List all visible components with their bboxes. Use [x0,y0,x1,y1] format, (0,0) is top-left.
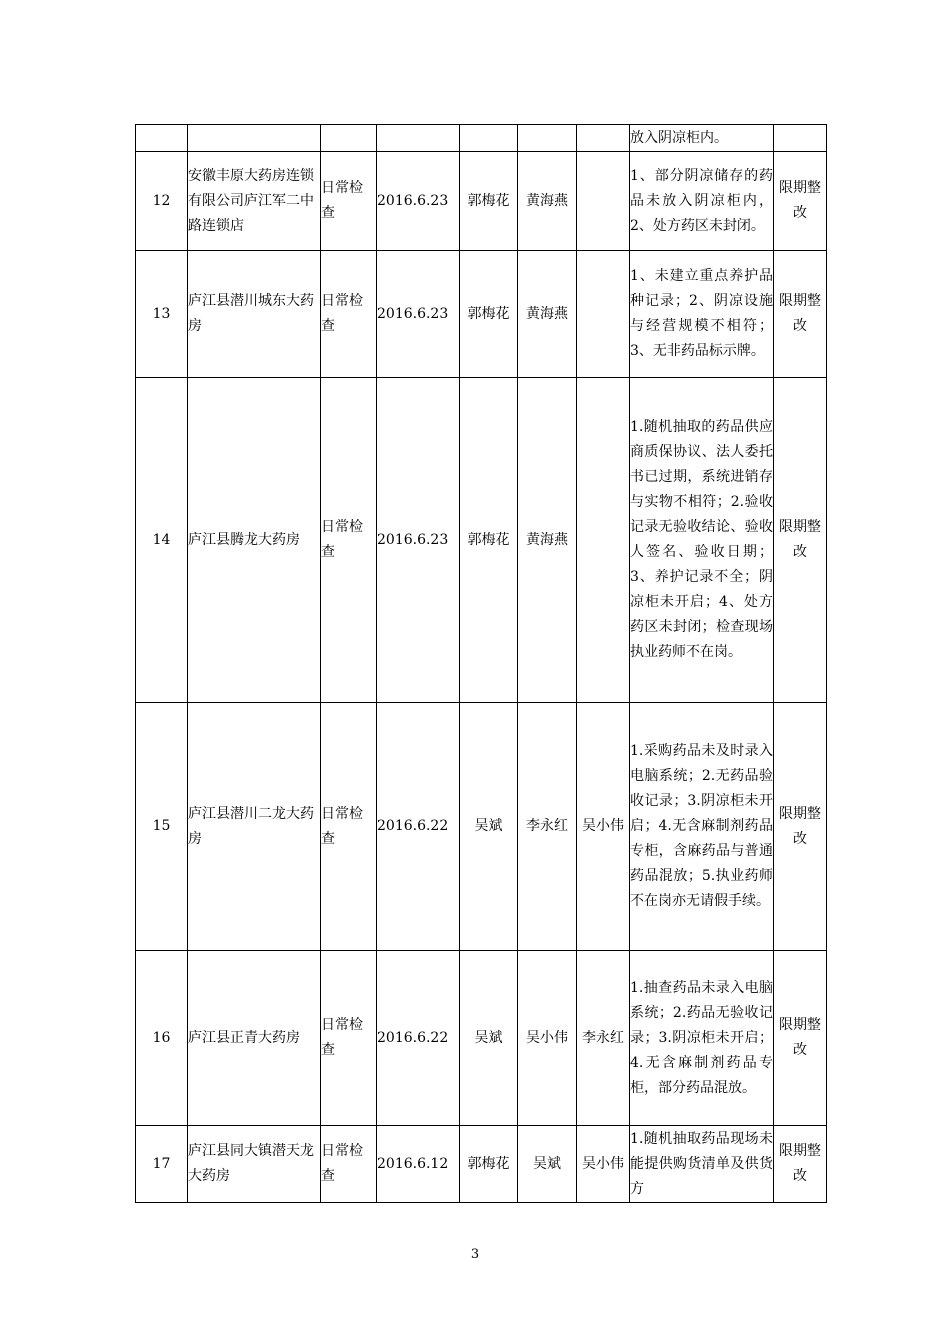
cell-date [377,125,460,152]
page-number: 3 [470,1247,480,1262]
cell-inspector2: 吴小伟 [518,951,577,1126]
cell-index: 15 [136,703,188,951]
cell-type [321,125,377,152]
cell-inspector3: 李永红 [577,951,630,1126]
cell-issues: 1.抽查药品未录入电脑系统；2.药品无验收记录；3.阴凉柜未开启；4.无含麻制剂药品专柜，部分药品混放。 [630,951,774,1126]
cell-index: 12 [136,152,188,251]
table-row [136,152,827,251]
cell-inspector3 [577,251,630,378]
cell-inspector2 [518,125,577,152]
cell-index: 13 [136,251,188,378]
cell-result [774,125,827,152]
cell-type: 日常检查 [321,703,377,951]
cell-date: 2016.6.22 [377,951,460,1126]
cell-date: 2016.6.23 [377,378,460,703]
cell-inspector3: 吴小伟 [577,703,630,951]
cell-index: 14 [136,378,188,703]
cell-inspector1: 郭梅花 [460,251,518,378]
cell-type: 日常检查 [321,951,377,1126]
cell-inspector1: 吴斌 [460,951,518,1126]
cell-name: 安徽丰原大药房连锁有限公司庐江军二中路连锁店 [188,152,321,251]
cell-date: 2016.6.23 [377,152,460,251]
cell-inspector3 [577,152,630,251]
cell-inspector1: 郭梅花 [460,378,518,703]
cell-inspector1: 郭梅花 [460,152,518,251]
cell-issues: 放入阴凉柜内。 [630,125,774,152]
cell-index [136,125,188,152]
cell-type: 日常检查 [321,152,377,251]
cell-inspector2: 黄海燕 [518,251,577,378]
cell-name: 庐江县腾龙大药房 [188,378,321,703]
cell-issues: 1、部分阴凉储存的药品未放入阴凉柜内，2、处方药区未封闭。 [630,152,774,251]
cell-type: 日常检查 [321,1126,377,1203]
table-row-continued [136,125,827,152]
cell-inspector1 [460,125,518,152]
cell-name: 庐江县潜川城东大药房 [188,251,321,378]
cell-name: 庐江县正青大药房 [188,951,321,1126]
cell-result: 限期整改 [774,251,827,378]
cell-issues: 1.随机抽取药品现场未能提供购货清单及供货方 [630,1126,774,1203]
cell-issues: 1、未建立重点养护品种记录；2、阴凉设施与经营规模不相符；3、无非药品标示牌。 [630,251,774,378]
cell-inspector2: 黄海燕 [518,152,577,251]
cell-inspector1: 吴斌 [460,703,518,951]
cell-name [188,125,321,152]
cell-inspector3: 吴小伟 [577,1126,630,1203]
cell-index: 17 [136,1126,188,1203]
cell-name: 庐江县同大镇潜天龙大药房 [188,1126,321,1203]
cell-result: 限期整改 [774,1126,827,1203]
cell-date: 2016.6.12 [377,1126,460,1203]
table-row [136,703,827,951]
cell-inspector1: 郭梅花 [460,1126,518,1203]
table-row [136,1126,827,1203]
cell-type: 日常检查 [321,251,377,378]
cell-inspector2: 李永红 [518,703,577,951]
cell-index: 16 [136,951,188,1126]
cell-inspector2: 黄海燕 [518,378,577,703]
cell-issues: 1.采购药品未及时录入电脑系统；2.无药品验收记录；3.阴凉柜未开启；4.无含麻制剂药品专柜，含麻药品与普通药品混放；5.执业药师不在岗亦无请假手续。 [630,703,774,951]
cell-result: 限期整改 [774,378,827,703]
inspection-table [135,124,827,1203]
cell-inspector3 [577,378,630,703]
cell-issues: 1.随机抽取的药品供应商质保协议、法人委托书已过期，系统进销存与实物不相符；2.验收记录无验收结论、验收人签名、验收日期；3、养护记录不全；阴凉柜未开启；4、处方药区未封闭；检查现场执业药师不在岗。 [630,378,774,703]
table-row [136,251,827,378]
cell-result: 限期整改 [774,152,827,251]
cell-type: 日常检查 [321,378,377,703]
table-row [136,378,827,703]
cell-inspector2: 吴斌 [518,1126,577,1203]
table-row [136,951,827,1126]
cell-date: 2016.6.22 [377,703,460,951]
cell-result: 限期整改 [774,703,827,951]
cell-name: 庐江县潜川二龙大药房 [188,703,321,951]
cell-date: 2016.6.23 [377,251,460,378]
cell-inspector3 [577,125,630,152]
cell-result: 限期整改 [774,951,827,1126]
